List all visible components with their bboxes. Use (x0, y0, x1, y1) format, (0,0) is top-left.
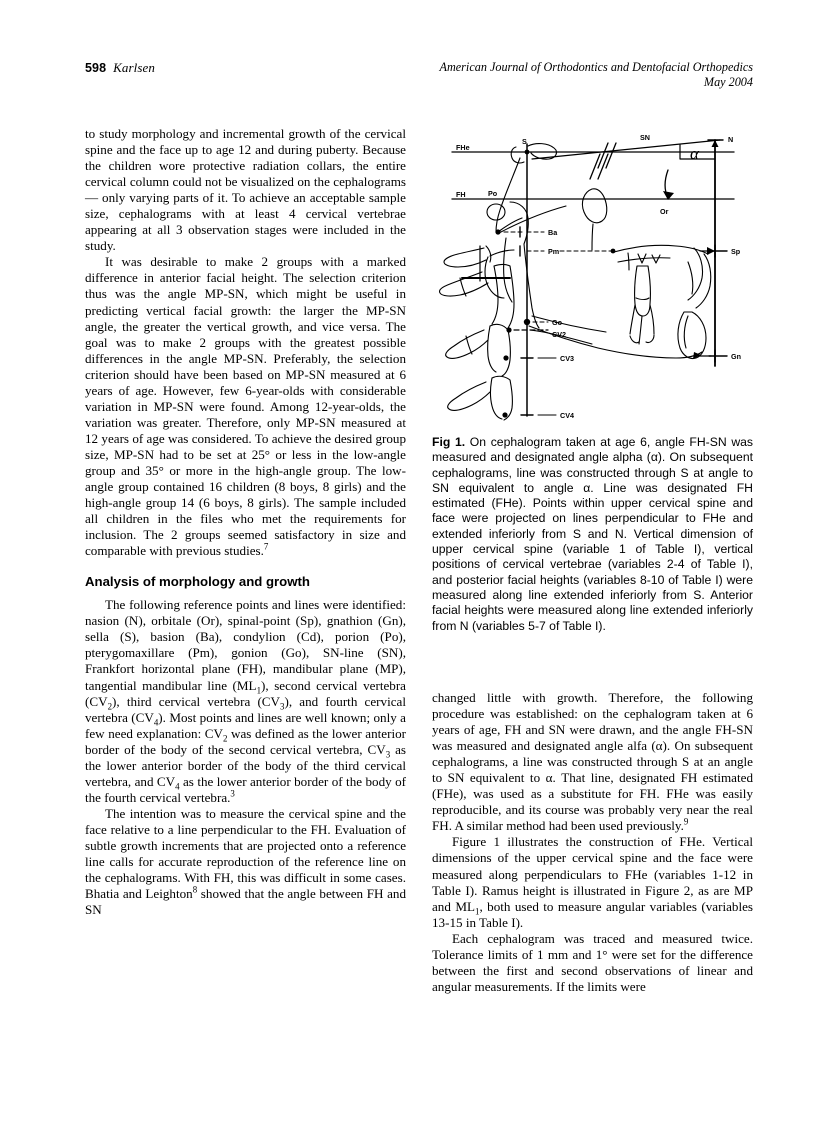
figure-1 (432, 126, 753, 634)
maxillary-notch-2 (652, 255, 660, 263)
reference-marker: 7 (263, 541, 269, 552)
label-sn: SN (640, 133, 650, 142)
c2-process-line (460, 278, 466, 296)
c4-anterior (491, 378, 503, 419)
subscript: 2 (107, 701, 113, 712)
label-n: N (728, 135, 734, 144)
para-text: ). Most points and lines are well known; only a few need explanation: CV (85, 709, 406, 741)
subscript: 4 (153, 717, 159, 728)
symphysis-inner (684, 316, 688, 348)
journal-title: American Journal of Orthodontics and Dentofacial Orthopedics (439, 60, 753, 74)
para-text: The following reference points and lines were identified: nasion (N), orbitale (Or), spinal-point (Sp), gnathion (Gn), sella (S), basion (Ba), condylion (Cd), porion (Po), pterygomaxillare (Pm), gonion (Go), SN-line (SN), Frankfort horizontal plane (FH), mandibular plane (MP), tangential mandibular line (ML (85, 597, 406, 693)
running-head-right (440, 60, 753, 90)
label-cv4: CV4 (560, 411, 574, 420)
para-text: , both used to measure angular variables (variables 13-15 in Table I). (432, 898, 753, 930)
para-text: was defined as the lower anterior border of the body of the second cervical vertebra, CV (85, 725, 406, 757)
paragraph-fhe-procedure (432, 690, 753, 834)
incisor-tip-1 (630, 336, 639, 343)
point-s (525, 150, 530, 155)
figure-label: Fig 1. (432, 435, 466, 449)
c3-superior (490, 324, 508, 330)
running-head-left (85, 60, 155, 76)
figure-caption-text: On cephalogram taken at age 6, angle FH-SN was measured and designated angle alpha (α). On subsequent cephalograms, line was constructed through S at angle to SN equivalent to angle α. Line was designated FH estimated (FHe). Points within upper cervical spine and face were projected on lines perpendicular to FHe and extended inferiorly from S and N. Vertical dimension of upper cervical spine (variable 1 of Table I), vertical positions of cervical vertebrae (variables 2-4 of Table I), and posterior facial heights (variables 8-10 of Table I) were measured along line extended inferiorly from S. Anterior facial heights were measured along line extended inferiorly from N (variables 5-7 of Table I). (432, 435, 753, 633)
coronoid-curve (490, 250, 514, 256)
anterior-maxilla (688, 248, 703, 300)
c3-process-line (466, 336, 472, 354)
c2-superior (494, 265, 510, 267)
para-text: showed that the angle between FH and SN (85, 886, 407, 918)
right-column (432, 690, 753, 995)
label-cv2: CV2 (552, 330, 566, 339)
lower-incisor-right (650, 305, 654, 334)
label-pm: Pm (548, 247, 560, 256)
anterior-maxilla-outer (696, 254, 711, 308)
label-gn: Gn (731, 352, 741, 361)
subscript: 4 (175, 781, 180, 792)
paragraph-sample-groups (85, 254, 406, 559)
label-ba: Ba (548, 228, 558, 237)
subscript: 2 (223, 733, 228, 744)
section-heading-analysis: Analysis of morphology and growth (85, 574, 310, 590)
cephalogram-tracing (432, 126, 753, 431)
running-head (85, 60, 753, 102)
label-alpha: α (690, 144, 699, 163)
reference-marker: 3 (230, 788, 235, 799)
c3-posterior (502, 330, 510, 376)
incisor-cej (636, 298, 649, 300)
porion-outline (487, 204, 505, 220)
para-text: as the lower anterior border of the body of the fourth cervical vertebra. (85, 773, 406, 805)
angle-hatch-marks (590, 143, 616, 179)
label-po: Po (488, 189, 498, 198)
reference-marker: 9 (683, 817, 689, 828)
paragraph-figure-reference (432, 834, 753, 930)
para-text: as the lower anterior border of the body of the third cervical vertebra, and CV (85, 741, 406, 789)
condyle-neck (498, 218, 522, 232)
label-go: Go (552, 318, 562, 327)
para-text: ), second cervical vertebra (CV (85, 677, 406, 709)
palate-spine (628, 253, 629, 270)
author-name: Karlsen (113, 60, 156, 75)
label-or: Or (660, 207, 669, 216)
pterygoid-stem (592, 224, 593, 250)
page-number: 598 (85, 61, 107, 75)
sella-outline (511, 147, 524, 163)
label-fh: FH (456, 190, 466, 199)
reference-marker: 8 (192, 884, 198, 895)
point-cv4 (502, 412, 507, 417)
c4-superior (492, 376, 510, 380)
subscript: 1 (474, 906, 480, 917)
para-text: changed little with growth. Therefore, the following procedure was established: on the cephalogram taken at 6 years of age, FH and SN were drawn, and the angle FH-SN was measured and designated angle alfa (α). On subsequent cephalograms, a line was constructed through S at an angle to SN equivalent to α. That line, designated FH estimated (FHe), was used as a substitute for FH. FHe was easily reproducible, and its course was probably very near the real FH. A similar method had been used previously. (432, 690, 753, 834)
point-pm (611, 249, 616, 254)
label-sp: Sp (731, 247, 741, 256)
para-text: ), and fourth cervical vertebra (CV (85, 693, 406, 725)
label-cv3: CV3 (560, 354, 574, 363)
para-text: It was desirable to make 2 groups with a marked difference in anterior facial height. The selection criterion thus was the angle MP-SN, which might be useful in predicting vertical facial growth: the larger the MP-SN angle, the greater the vertical growth, and vice versa. The goal was to make 2 groups with the greatest possible differences in the angle MP-SN. Preferably, the selection criterion should have been based on MP-SN measured at 6 years of age. However, few 6-year-olds with considerable variation in MP-SN were found. Among 12-year-olds, the variation was greater. Therefore, only MP-SN measured at 12 years of age was considered. To achieve the desired group size, MP-SN had to be set at 25° or less in the low-angle group and 35° or more in the high-angle group. The low-angle group contained 16 children (8 boys, 8 girls) and the high-angle group 14 (6 boys, 8 girls). The sample included all children in the files who met the requirements for inclusion. The 2 groups seemed satisfactory in size and comparable with previous studies. (85, 254, 406, 559)
c2-process (439, 272, 488, 296)
lower-incisor-left (630, 305, 635, 334)
figure-caption (432, 435, 753, 634)
left-column (85, 126, 406, 918)
lower-incisor-mid (639, 316, 642, 344)
label-s: S (522, 137, 527, 146)
c4-process (448, 382, 490, 410)
c3-anterior (488, 326, 496, 372)
issue-date: May 2004 (703, 75, 753, 89)
point-go (524, 319, 530, 325)
point-cv3 (503, 355, 508, 360)
paragraph-continuation: to study morphology and incremental growth of the cervical spine and the face up to age 12 and during puberty. Because the children wore protective radiation collars, the entire cervical column could not be visualized on the cephalograms— only varying parts of it. To achieve an acceptable sample size, cephalograms with at least 4 cervical vertebrae appearing at all 3 observation stages were included in the study. (85, 126, 406, 254)
incisor-tip-2 (646, 335, 654, 343)
pterygomaxillary-fissure (582, 189, 606, 223)
point-cv2 (506, 327, 511, 332)
para-text: Figure 1 illustrates the construction of FHe. Vertical dimensions of the upper cervical spine and the face were measured along perpendiculars to FHe (variables 1-12 in Table I). Ramus height is illustrated in Figure 2, as are MP and ML (432, 834, 753, 914)
paragraph-intention (85, 806, 406, 918)
para-text: The intention was to measure the cervical spine and the face relative to a line perpendicular to the FH. Evaluation of subtle growth increments that are projected onto a reference line calls for accurate reproduction of the reference line on the cephalograms. With FH, this was difficult in some cases. Bhatia and Leighton (85, 805, 406, 902)
paragraph-tolerance: Each cephalogram was traced and measured twice. Tolerance limits of 1 mm and 1° were set for the difference between the first and second observations of linear and angular measurements. If the limits were (432, 930, 753, 994)
subscript: 3 (385, 749, 391, 760)
subscript: 1 (256, 685, 262, 696)
paragraph-reference-points (85, 597, 406, 806)
incisor-root-upper (688, 262, 693, 294)
para-text: ), third cervical vertebra (CV (112, 693, 280, 709)
upper-incisor (635, 266, 651, 316)
c3-process (446, 330, 488, 358)
subscript: 3 (280, 701, 285, 712)
label-fhe: FHe (456, 143, 470, 152)
